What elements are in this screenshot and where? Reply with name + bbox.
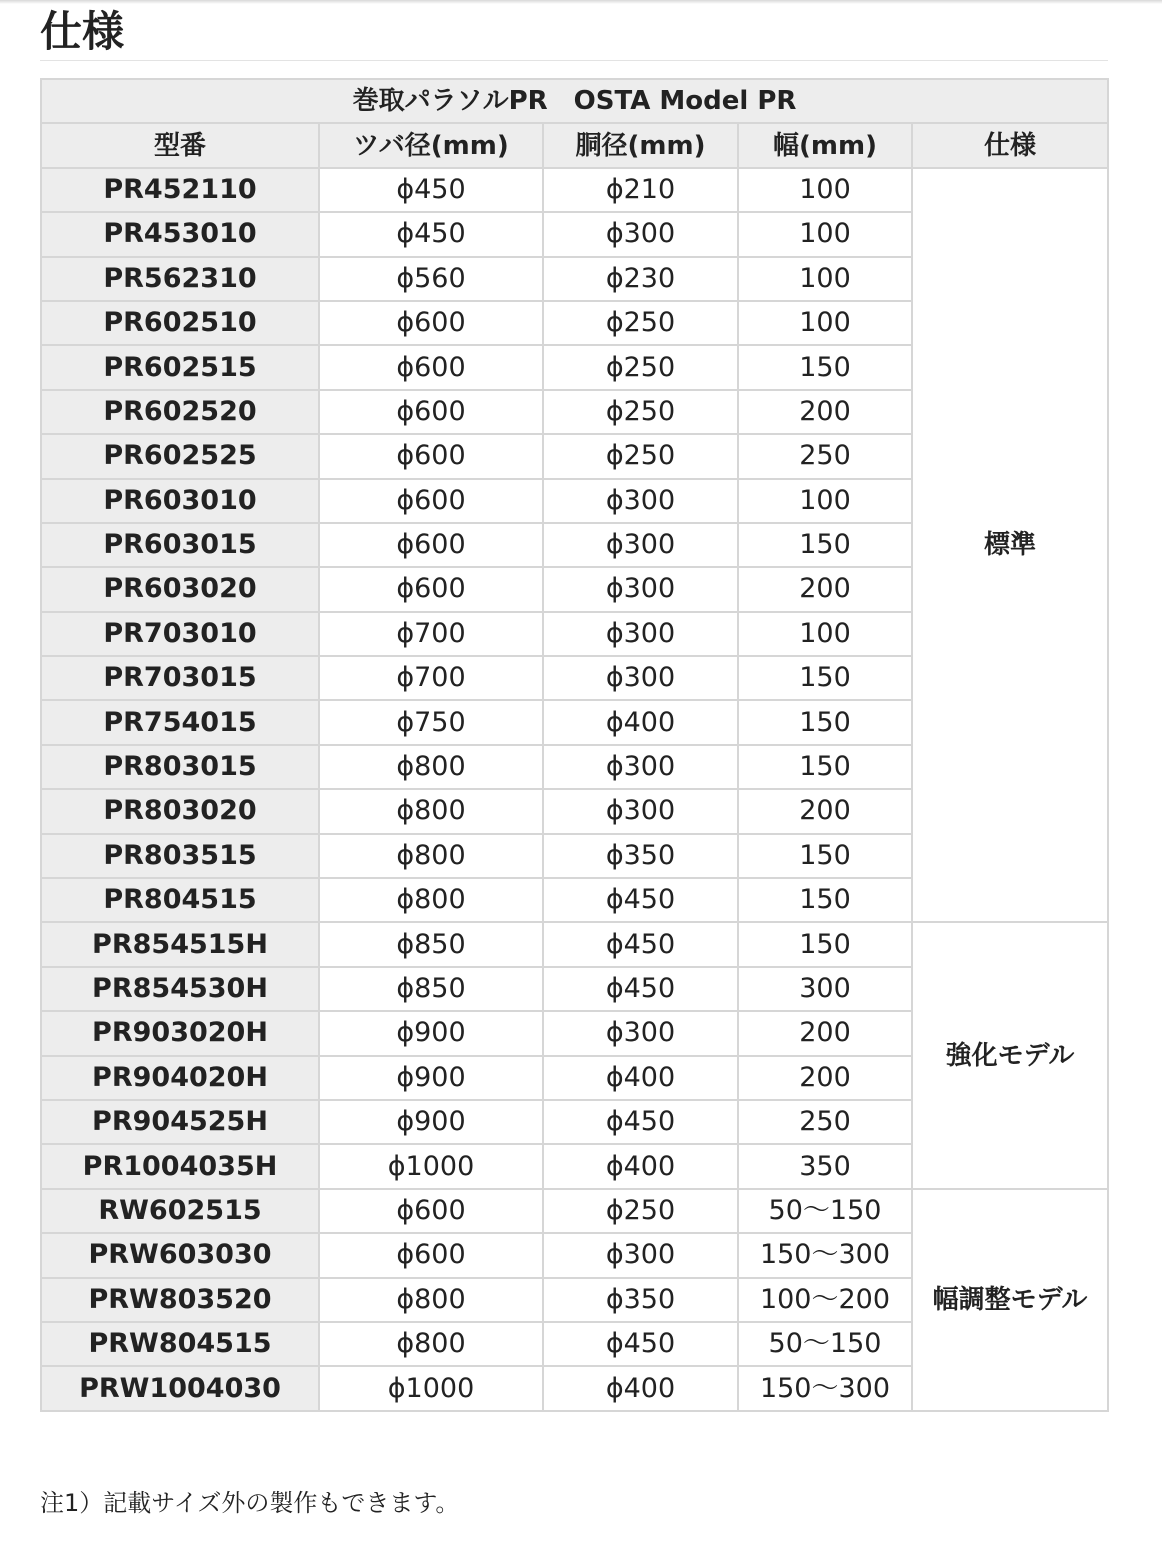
brim-diameter-cell: ϕ800 (319, 745, 543, 789)
width-cell: 200 (738, 789, 912, 833)
table-row (41, 1189, 1108, 1233)
table-row (41, 922, 1108, 966)
model-cell: PRW803520 (41, 1278, 319, 1322)
model-cell: PR754015 (41, 700, 319, 744)
brim-diameter-cell: ϕ800 (319, 1278, 543, 1322)
header-row (41, 123, 1108, 167)
width-cell: 200 (738, 567, 912, 611)
width-cell: 100〜200 (738, 1278, 912, 1322)
width-cell: 200 (738, 1056, 912, 1100)
model-cell: RW602515 (41, 1189, 319, 1233)
body-diameter-cell: ϕ250 (543, 301, 738, 345)
model-cell: PR452110 (41, 168, 319, 212)
brim-diameter-cell: ϕ1000 (319, 1144, 543, 1188)
body-diameter-cell: ϕ300 (543, 1011, 738, 1055)
brim-diameter-cell: ϕ450 (319, 212, 543, 256)
header-width: 幅(mm) (738, 123, 912, 167)
spec-table-head (41, 79, 1108, 168)
width-cell: 150 (738, 878, 912, 922)
width-cell: 50〜150 (738, 1189, 912, 1233)
spec-group-cell: 標準 (912, 168, 1108, 923)
body-diameter-cell: ϕ400 (543, 1144, 738, 1188)
width-cell: 300 (738, 967, 912, 1011)
width-cell: 150〜300 (738, 1233, 912, 1277)
spec-group-cell: 幅調整モデル (912, 1189, 1108, 1411)
model-cell: PR453010 (41, 212, 319, 256)
body-diameter-cell: ϕ400 (543, 1056, 738, 1100)
model-cell: PR603015 (41, 523, 319, 567)
body-diameter-cell: ϕ300 (543, 1233, 738, 1277)
brim-diameter-cell: ϕ900 (319, 1011, 543, 1055)
model-cell: PR904020H (41, 1056, 319, 1100)
brim-diameter-cell: ϕ600 (319, 1189, 543, 1233)
model-cell: PR703010 (41, 612, 319, 656)
brim-diameter-cell: ϕ800 (319, 1322, 543, 1366)
model-cell: PR562310 (41, 257, 319, 301)
model-cell: PR602520 (41, 390, 319, 434)
width-cell: 50〜150 (738, 1322, 912, 1366)
body-diameter-cell: ϕ450 (543, 922, 738, 966)
body-diameter-cell: ϕ450 (543, 1322, 738, 1366)
width-cell: 150 (738, 922, 912, 966)
body-diameter-cell: ϕ300 (543, 523, 738, 567)
brim-diameter-cell: ϕ600 (319, 1233, 543, 1277)
body-diameter-cell: ϕ300 (543, 479, 738, 523)
body-diameter-cell: ϕ400 (543, 700, 738, 744)
brim-diameter-cell: ϕ800 (319, 789, 543, 833)
model-cell: PR602525 (41, 434, 319, 478)
brim-diameter-cell: ϕ700 (319, 656, 543, 700)
body-diameter-cell: ϕ250 (543, 390, 738, 434)
width-cell: 150 (738, 345, 912, 389)
width-cell: 150 (738, 745, 912, 789)
width-cell: 100 (738, 257, 912, 301)
table-caption: 巻取パラソルPR OSTA Model PR (41, 79, 1108, 123)
body-diameter-cell: ϕ450 (543, 878, 738, 922)
brim-diameter-cell: ϕ600 (319, 567, 543, 611)
model-cell: PR804515 (41, 878, 319, 922)
body-diameter-cell: ϕ300 (543, 612, 738, 656)
model-cell: PR854530H (41, 967, 319, 1011)
brim-diameter-cell: ϕ900 (319, 1100, 543, 1144)
model-cell: PR854515H (41, 922, 319, 966)
body-diameter-cell: ϕ450 (543, 1100, 738, 1144)
header-model: 型番 (41, 123, 319, 167)
body-diameter-cell: ϕ210 (543, 168, 738, 212)
body-diameter-cell: ϕ300 (543, 745, 738, 789)
body-diameter-cell: ϕ300 (543, 212, 738, 256)
model-cell: PRW1004030 (41, 1366, 319, 1410)
spec-group-cell: 強化モデル (912, 922, 1108, 1188)
body-diameter-cell: ϕ250 (543, 1189, 738, 1233)
width-cell: 150 (738, 523, 912, 567)
header-body-diameter: 胴径(mm) (543, 123, 738, 167)
model-cell: PR904525H (41, 1100, 319, 1144)
brim-diameter-cell: ϕ600 (319, 523, 543, 567)
width-cell: 250 (738, 1100, 912, 1144)
brim-diameter-cell: ϕ800 (319, 834, 543, 878)
model-cell: PR803015 (41, 745, 319, 789)
brim-diameter-cell: ϕ1000 (319, 1366, 543, 1410)
model-cell: PR1004035H (41, 1144, 319, 1188)
page-title: 仕様 (40, 7, 125, 56)
header-brim-diameter: ツバ径(mm) (319, 123, 543, 167)
brim-diameter-cell: ϕ600 (319, 390, 543, 434)
spec-table (40, 78, 1109, 1412)
body-diameter-cell: ϕ350 (543, 834, 738, 878)
model-cell: PRW603030 (41, 1233, 319, 1277)
model-cell: PR602515 (41, 345, 319, 389)
width-cell: 350 (738, 1144, 912, 1188)
model-cell: PR602510 (41, 301, 319, 345)
brim-diameter-cell: ϕ600 (319, 434, 543, 478)
header-spec: 仕様 (912, 123, 1108, 167)
body-diameter-cell: ϕ400 (543, 1366, 738, 1410)
body-diameter-cell: ϕ300 (543, 567, 738, 611)
brim-diameter-cell: ϕ600 (319, 345, 543, 389)
brim-diameter-cell: ϕ600 (319, 301, 543, 345)
model-cell: PR603010 (41, 479, 319, 523)
brim-diameter-cell: ϕ750 (319, 700, 543, 744)
top-shadow-line (0, 0, 1162, 4)
brim-diameter-cell: ϕ800 (319, 878, 543, 922)
body-diameter-cell: ϕ450 (543, 967, 738, 1011)
body-diameter-cell: ϕ250 (543, 345, 738, 389)
title-divider (40, 60, 1108, 61)
body-diameter-cell: ϕ250 (543, 434, 738, 478)
body-diameter-cell: ϕ350 (543, 1278, 738, 1322)
model-cell: PR703015 (41, 656, 319, 700)
width-cell: 150〜300 (738, 1366, 912, 1410)
width-cell: 200 (738, 390, 912, 434)
model-cell: PR803020 (41, 789, 319, 833)
brim-diameter-cell: ϕ850 (319, 967, 543, 1011)
brim-diameter-cell: ϕ560 (319, 257, 543, 301)
width-cell: 100 (738, 212, 912, 256)
width-cell: 250 (738, 434, 912, 478)
width-cell: 150 (738, 700, 912, 744)
brim-diameter-cell: ϕ450 (319, 168, 543, 212)
model-cell: PRW804515 (41, 1322, 319, 1366)
width-cell: 100 (738, 301, 912, 345)
footnote: 注1）記載サイズ外の製作もできます。 (40, 1489, 460, 1517)
width-cell: 100 (738, 479, 912, 523)
model-cell: PR803515 (41, 834, 319, 878)
brim-diameter-cell: ϕ900 (319, 1056, 543, 1100)
brim-diameter-cell: ϕ700 (319, 612, 543, 656)
spec-table-body (41, 168, 1108, 1411)
width-cell: 150 (738, 834, 912, 878)
width-cell: 150 (738, 656, 912, 700)
model-cell: PR603020 (41, 567, 319, 611)
body-diameter-cell: ϕ230 (543, 257, 738, 301)
body-diameter-cell: ϕ300 (543, 656, 738, 700)
width-cell: 100 (738, 612, 912, 656)
caption-row (41, 79, 1108, 123)
brim-diameter-cell: ϕ850 (319, 922, 543, 966)
model-cell: PR903020H (41, 1011, 319, 1055)
brim-diameter-cell: ϕ600 (319, 479, 543, 523)
body-diameter-cell: ϕ300 (543, 789, 738, 833)
width-cell: 100 (738, 168, 912, 212)
width-cell: 200 (738, 1011, 912, 1055)
table-row (41, 168, 1108, 212)
